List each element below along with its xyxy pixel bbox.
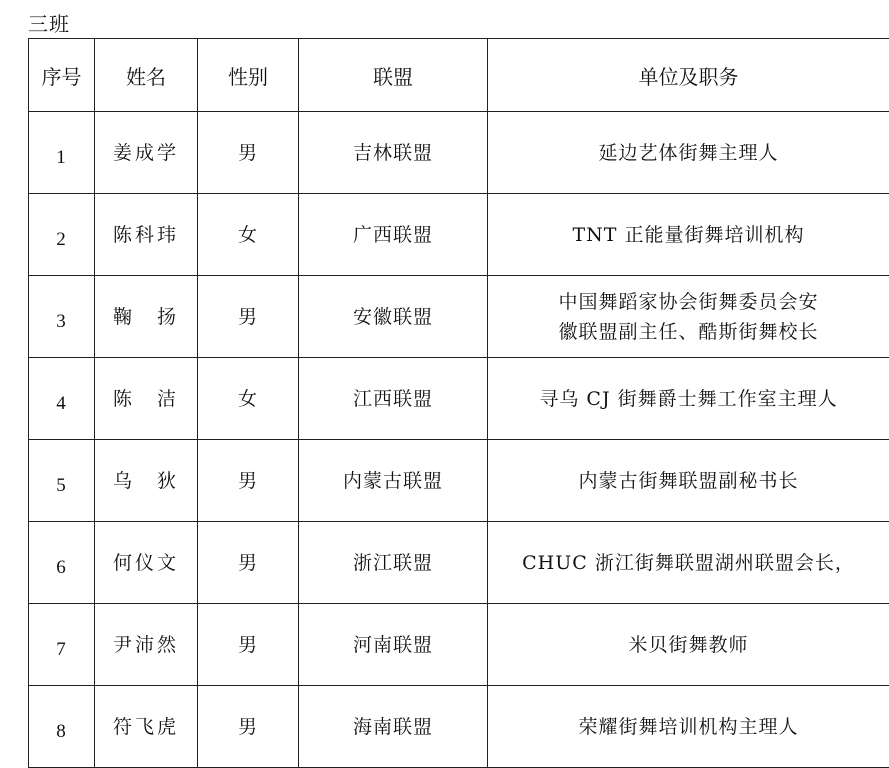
table-row bbox=[29, 276, 889, 358]
member-league: 安徽联盟 bbox=[299, 276, 488, 358]
member-league: 内蒙古联盟 bbox=[299, 440, 488, 522]
header-league: 联盟 bbox=[299, 39, 488, 112]
unit-position-text: 荣耀街舞培训机构主理人 bbox=[578, 716, 798, 738]
row-number: 4 bbox=[29, 358, 95, 440]
member-gender: 女 bbox=[198, 358, 299, 440]
row-number: 8 bbox=[29, 686, 95, 768]
member-unit-position bbox=[488, 686, 889, 768]
unit-position-text: 内蒙古街舞联盟副秘书长 bbox=[578, 470, 798, 492]
member-league: 吉林联盟 bbox=[299, 112, 488, 194]
table-row bbox=[29, 112, 889, 194]
table-row bbox=[29, 604, 889, 686]
unit-position-text: TNT 正能量街舞培训机构 bbox=[572, 224, 804, 246]
member-name: 鞠 扬 bbox=[95, 276, 198, 358]
member-gender: 女 bbox=[198, 194, 299, 276]
table-row bbox=[29, 522, 889, 604]
header-no: 序号 bbox=[29, 39, 95, 112]
member-gender: 男 bbox=[198, 604, 299, 686]
header-unit-position: 单位及职务 bbox=[488, 39, 889, 112]
header-gender: 性别 bbox=[198, 39, 299, 112]
row-number: 1 bbox=[29, 112, 95, 194]
header-row bbox=[29, 39, 889, 112]
row-number: 3 bbox=[29, 276, 95, 358]
member-unit-position bbox=[488, 604, 889, 686]
member-unit-position bbox=[488, 358, 889, 440]
member-name: 陈 洁 bbox=[95, 358, 198, 440]
member-name: 尹沛然 bbox=[95, 604, 198, 686]
member-unit-position bbox=[488, 440, 889, 522]
member-gender: 男 bbox=[198, 276, 299, 358]
member-unit-position bbox=[488, 194, 889, 276]
member-league: 海南联盟 bbox=[299, 686, 488, 768]
header-name: 姓名 bbox=[95, 39, 198, 112]
member-gender: 男 bbox=[198, 112, 299, 194]
row-number: 2 bbox=[29, 194, 95, 276]
table-row bbox=[29, 440, 889, 522]
unit-position-text: 寻乌 CJ 街舞爵士舞工作室主理人 bbox=[539, 388, 837, 410]
member-gender: 男 bbox=[198, 686, 299, 768]
roster-table bbox=[28, 38, 889, 768]
table-row bbox=[29, 194, 889, 276]
member-gender: 男 bbox=[198, 522, 299, 604]
member-name: 符飞虎 bbox=[95, 686, 198, 768]
member-unit-position bbox=[488, 112, 889, 194]
member-gender: 男 bbox=[198, 440, 299, 522]
member-league: 广西联盟 bbox=[299, 194, 488, 276]
table-row bbox=[29, 686, 889, 768]
member-league: 浙江联盟 bbox=[299, 522, 488, 604]
row-number: 5 bbox=[29, 440, 95, 522]
class-title: 三班 bbox=[28, 12, 70, 36]
table-row bbox=[29, 358, 889, 440]
unit-position-text: 中国舞蹈家协会街舞委员会安 徽联盟副主任、酷斯街舞校长 bbox=[558, 291, 818, 343]
row-number: 6 bbox=[29, 522, 95, 604]
member-name: 乌 狄 bbox=[95, 440, 198, 522]
member-unit-position bbox=[488, 522, 889, 604]
member-unit-position bbox=[488, 276, 889, 358]
member-name: 何仪文 bbox=[95, 522, 198, 604]
unit-position-text: CHUC 浙江街舞联盟湖州联盟会长， bbox=[522, 552, 855, 574]
member-name: 姜成学 bbox=[95, 112, 198, 194]
member-name: 陈科玮 bbox=[95, 194, 198, 276]
member-league: 江西联盟 bbox=[299, 358, 488, 440]
unit-position-text: 米贝街舞教师 bbox=[628, 634, 748, 656]
row-number: 7 bbox=[29, 604, 95, 686]
unit-position-text: 延边艺体街舞主理人 bbox=[598, 142, 778, 164]
member-league: 河南联盟 bbox=[299, 604, 488, 686]
